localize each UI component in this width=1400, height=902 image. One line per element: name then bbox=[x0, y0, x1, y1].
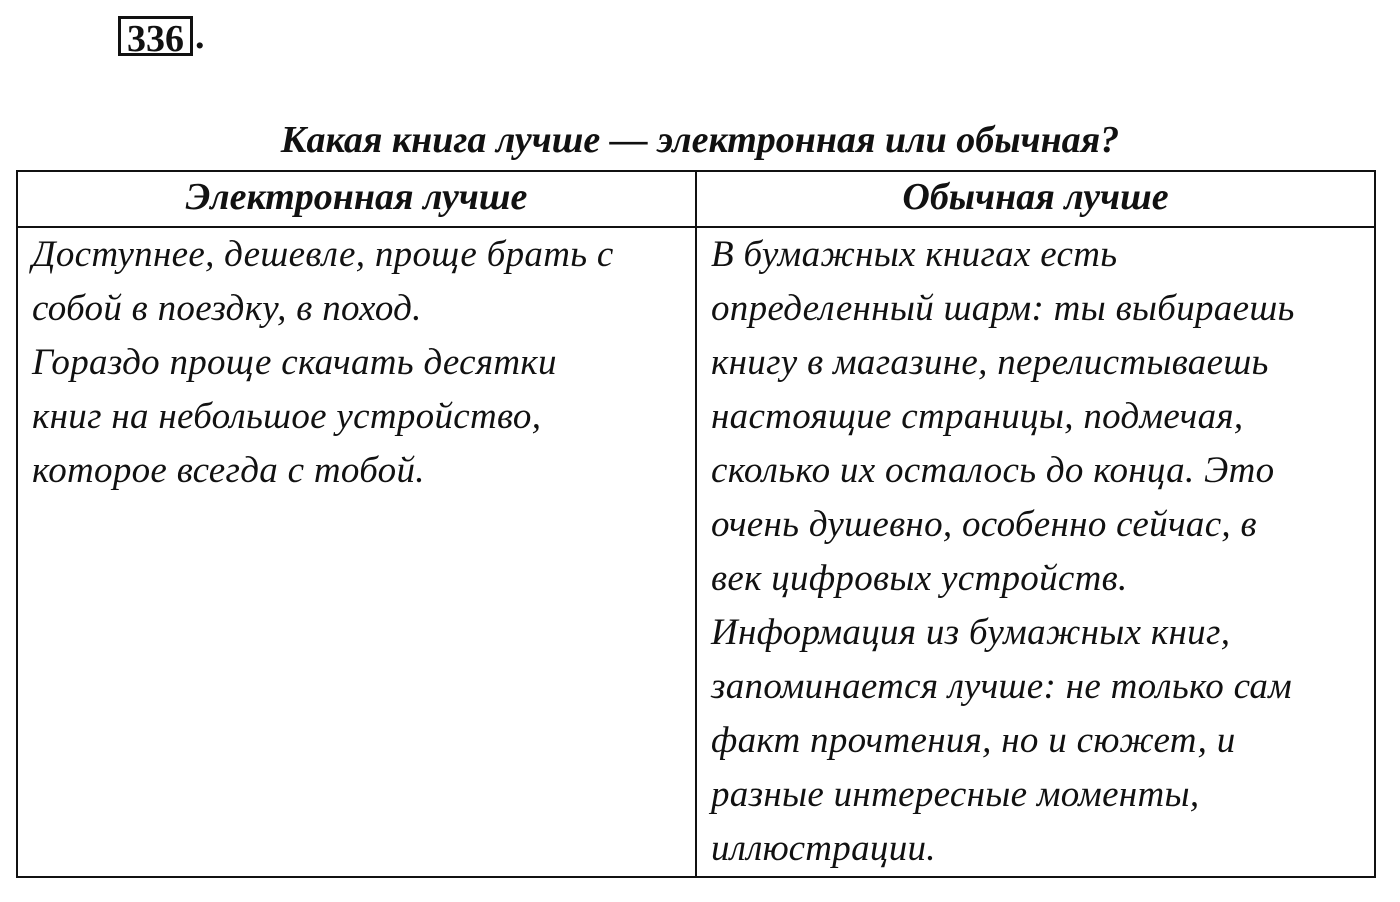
electronic-line: книг на небольшое устройство, bbox=[32, 396, 542, 437]
paper-line: запоминается лучше: не только сам bbox=[711, 666, 1293, 707]
page-title: Какая книга лучше — электронная или обычная? bbox=[280, 119, 1120, 161]
electronic-cell bbox=[17, 227, 696, 877]
paper-line: факт прочтения, но и сюжет, и bbox=[711, 720, 1236, 761]
paper-line: очень душевно, особенно сейчас, в bbox=[711, 504, 1257, 545]
table-row bbox=[17, 227, 1375, 877]
paper-line: определенный шарм: ты выбираешь bbox=[711, 288, 1295, 329]
electronic-line: Гораздо проще скачать десятки bbox=[32, 342, 557, 383]
electronic-line: собой в поездку, в поход. bbox=[32, 288, 422, 329]
exercise-number-dot: . bbox=[195, 15, 205, 57]
table-header-row bbox=[17, 171, 1375, 227]
header-paper: Обычная лучше bbox=[696, 171, 1375, 227]
comparison-table bbox=[16, 170, 1376, 878]
paper-line: сколько их осталось до конца. Это bbox=[711, 450, 1275, 491]
header-electronic: Электронная лучше bbox=[17, 171, 696, 227]
paper-line: иллюстрации. bbox=[711, 828, 936, 869]
paper-line: В бумажных книгах есть bbox=[711, 234, 1118, 275]
exercise-number-box: 336 bbox=[118, 16, 193, 56]
paper-line: Информация из бумажных книг, bbox=[711, 612, 1231, 653]
electronic-line: которое всегда с тобой. bbox=[32, 450, 425, 491]
electronic-line: Доступнее, дешевле, проще брать с bbox=[32, 234, 614, 275]
paper-line: настоящие страницы, подмечая, bbox=[711, 396, 1244, 437]
paper-cell bbox=[696, 227, 1375, 877]
exercise-number bbox=[118, 8, 205, 60]
paper-line: век цифровых устройств. bbox=[711, 558, 1128, 599]
paper-line: разные интересные моменты, bbox=[711, 774, 1200, 815]
paper-line: книгу в магазине, перелистываешь bbox=[711, 342, 1269, 383]
